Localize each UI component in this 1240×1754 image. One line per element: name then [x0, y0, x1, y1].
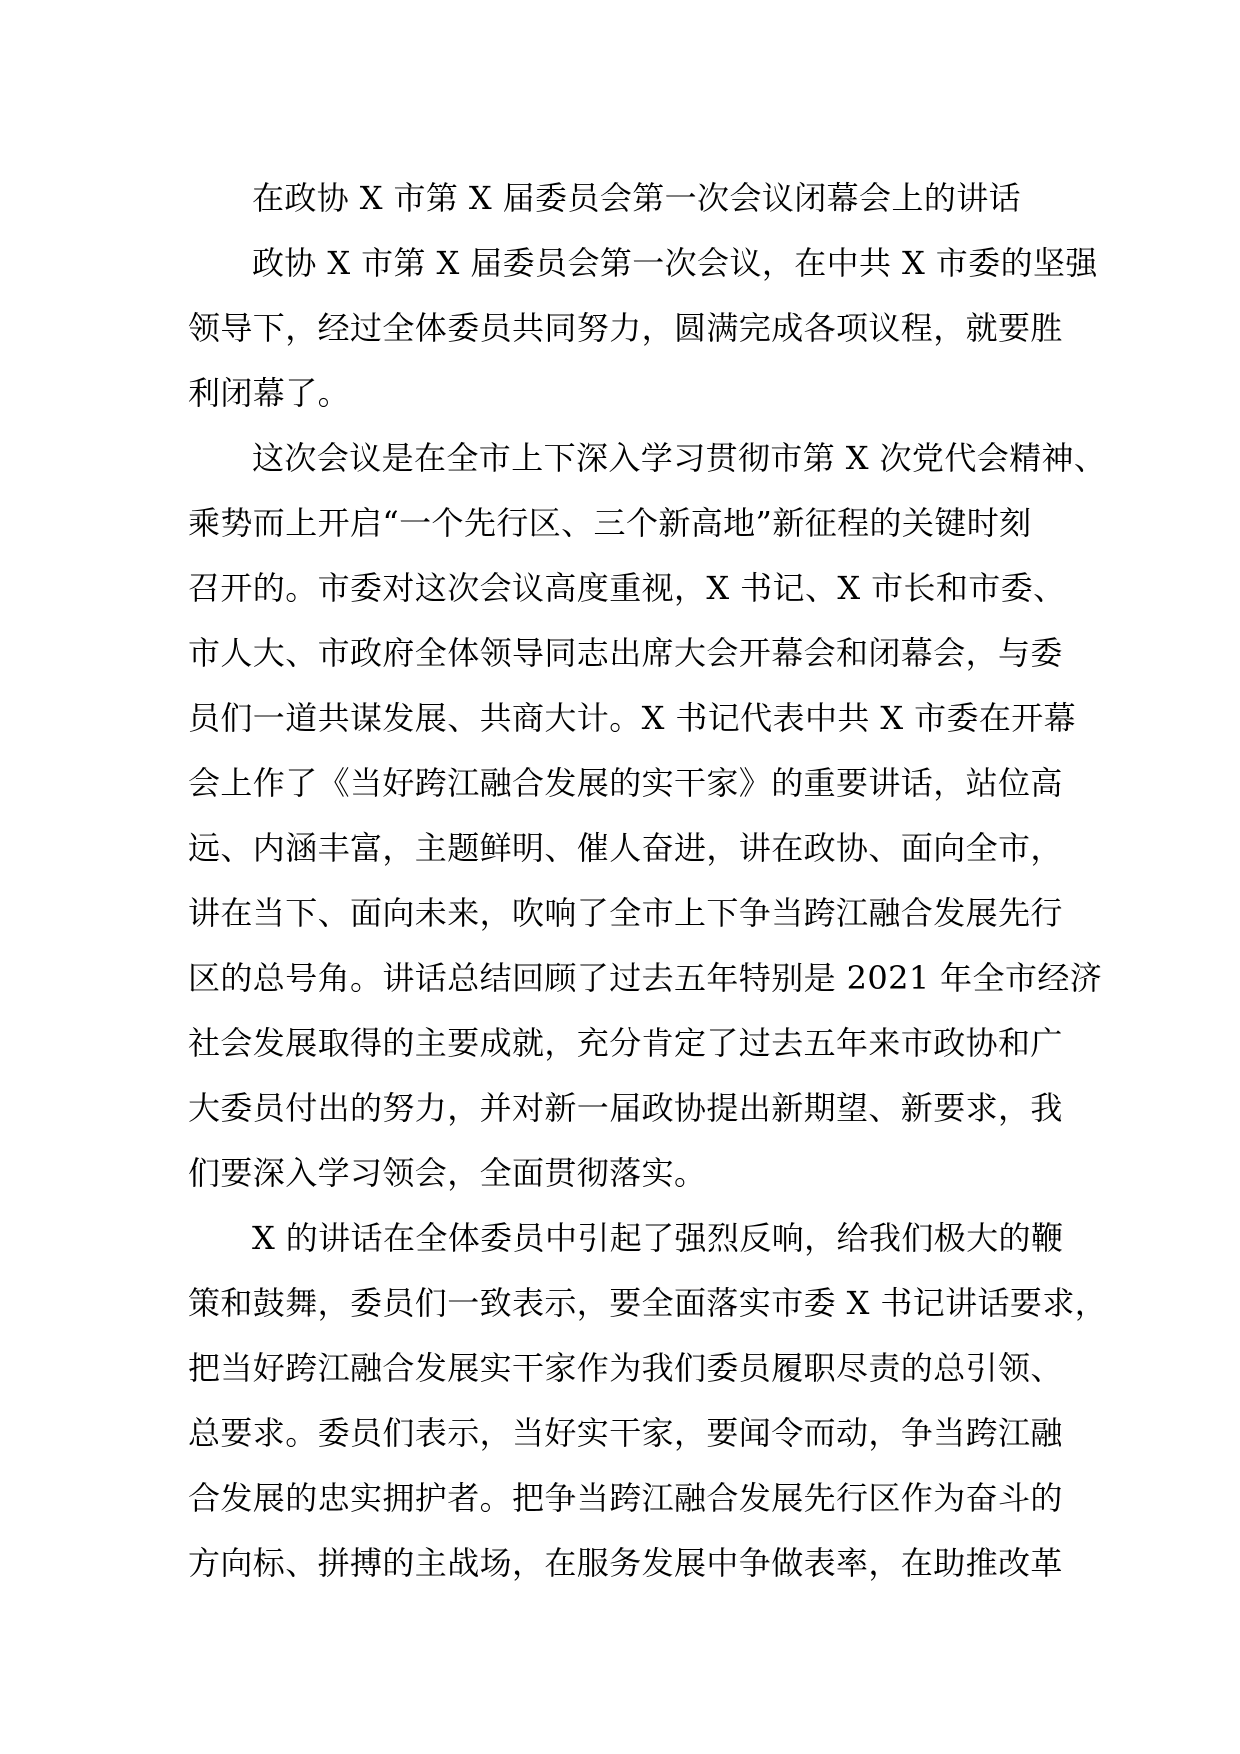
- paragraph-line: 讲在当下、面向未来，吹响了全市上下争当跨江融合发展先行: [188, 894, 1063, 932]
- paragraph-line: 利闭幕了。: [188, 374, 351, 412]
- paragraph-line: 市人大、市政府全体领导同志出席大会开幕会和闭幕会，与委: [188, 634, 1063, 672]
- paragraph-line: 召开的。市委对这次会议高度重视，X 书记、X 市长和市委、: [188, 569, 1066, 607]
- paragraph-line: 区的总号角。讲话总结回顾了过去五年特别是 2021 年全市经济: [188, 959, 1103, 997]
- paragraph-line: 总要求。委员们表示，当好实干家，要闻令而动，争当跨江融: [188, 1414, 1063, 1452]
- paragraph-line: 这次会议是在全市上下深入学习贯彻市第 X 次党代会精神、: [252, 439, 1107, 477]
- document-title: 在政协 X 市第 X 届委员会第一次会议闭幕会上的讲话: [252, 179, 1022, 217]
- paragraph-line: 员们一道共谋发展、共商大计。X 书记代表中共 X 市委在开幕: [188, 699, 1077, 737]
- paragraph-line: 乘势而上开启“一个先行区、三个新高地”新征程的关键时刻: [188, 504, 1032, 542]
- paragraph-line: 策和鼓舞，委员们一致表示，要全面落实市委 X 书记讲话要求，: [188, 1284, 1108, 1322]
- paragraph-line: X 的讲话在全体委员中引起了强烈反响，给我们极大的鞭: [252, 1219, 1064, 1257]
- paragraph-line: 方向标、拼搏的主战场，在服务发展中争做表率，在助推改革: [188, 1544, 1063, 1582]
- paragraph-line: 合发展的忠实拥护者。把争当跨江融合发展先行区作为奋斗的: [188, 1479, 1063, 1517]
- paragraph-line: 大委员付出的努力，并对新一届政协提出新期望、新要求，我: [188, 1089, 1063, 1127]
- paragraph-line: 们要深入学习领会，全面贯彻落实。: [188, 1154, 707, 1192]
- paragraph-line: 政协 X 市第 X 届委员会第一次会议，在中共 X 市委的坚强: [252, 244, 1098, 282]
- document-body: [188, 166, 1108, 1596]
- paragraph-line: 领导下，经过全体委员共同努力，圆满完成各项议程，就要胜: [188, 309, 1063, 347]
- paragraph-line: 远、内涵丰富，主题鲜明、催人奋进，讲在政协、面向全市，: [188, 829, 1063, 867]
- paragraph-line: 社会发展取得的主要成就，充分肯定了过去五年来市政协和广: [188, 1024, 1063, 1062]
- paragraph-line: 把当好跨江融合发展实干家作为我们委员履职尽责的总引领、: [188, 1349, 1063, 1387]
- paragraph-line: 会上作了《当好跨江融合发展的实干家》的重要讲话，站位高: [188, 764, 1063, 802]
